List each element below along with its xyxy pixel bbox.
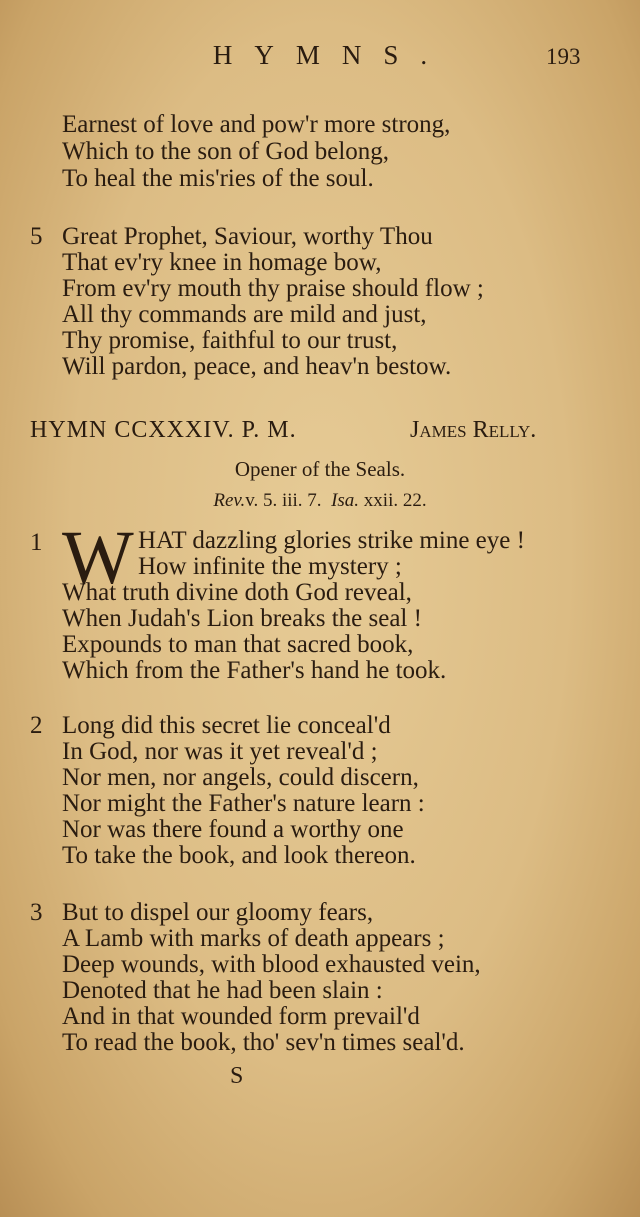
verse-line: Nor men, nor angels, could discern, [62, 764, 419, 791]
hymn-title: HYMN CCXXXIV. P. M. [30, 417, 297, 443]
verse-line: That ev'ry knee in homage bow, [62, 249, 382, 276]
verse-line: When Judah's Lion breaks the seal ! [62, 605, 422, 632]
verse-line: All thy commands are mild and just, [62, 301, 427, 328]
verse-line: To take the book, and look thereon. [62, 842, 416, 869]
verse-line: Great Prophet, Saviour, worthy Thou [62, 223, 433, 250]
verse-line: A Lamb with marks of death appears ; [62, 925, 445, 952]
scripture-reference [0, 490, 640, 512]
hymn-author: James Relly. [410, 417, 537, 443]
reference-book-isa: Isa. [331, 490, 360, 511]
verse-line: Will pardon, peace, and heav'n bestow. [62, 353, 452, 380]
verse-line: HAT dazzling glories strike mine eye ! [138, 527, 525, 554]
running-title: HYMNS. [212, 40, 450, 70]
reference-book-rev: Rev. [213, 490, 246, 511]
verse-line: In God, nor was it yet reveal'd ; [62, 738, 378, 765]
verse-line: Expounds to man that sacred book, [62, 631, 414, 658]
verse-line: But to dispel our gloomy fears, [62, 899, 374, 926]
verse-line: Denoted that he had been slain : [62, 977, 383, 1004]
verse-line: How infinite the mystery ; [138, 553, 402, 580]
verse-line: Earnest of love and pow'r more strong, [62, 111, 451, 138]
reference-rev-verses: v. 5. iii. 7. [245, 490, 322, 511]
verse-line: To read the book, tho' sev'n times seal'd. [62, 1029, 465, 1056]
stanza-number: 3 [30, 899, 43, 926]
hymn-subtitle: Opener of the Seals. [234, 457, 406, 481]
verse-line: Long did this secret lie conceal'd [62, 712, 391, 739]
verse-line: Which from the Father's hand he took. [62, 657, 447, 684]
reference-isa-verses: xxii. 22. [363, 490, 427, 511]
verse-line: To heal the mis'ries of the soul. [62, 165, 374, 192]
stanza-number: 2 [30, 712, 43, 739]
verse-line: And in that wounded form prevail'd [62, 1003, 420, 1030]
verse-line: Which to the son of God belong, [62, 138, 390, 165]
drop-cap: W [62, 516, 134, 600]
page-number: 193 [546, 44, 581, 69]
stanza-number: 5 [30, 223, 43, 250]
verse-line: What truth divine doth God reveal, [62, 579, 412, 606]
hymn-heading [30, 417, 590, 444]
verse-line: From ev'ry mouth thy praise should flow ; [62, 275, 484, 302]
stanza-number: 1 [30, 529, 43, 556]
verse-line: Deep wounds, with blood exhausted vein, [62, 951, 481, 978]
signature-mark: S [230, 1063, 244, 1089]
verse-line: Nor was there found a worthy one [62, 816, 404, 843]
verse-line: Nor might the Father's nature learn : [62, 790, 425, 817]
verse-line: Thy promise, faithful to our trust, [62, 327, 398, 354]
